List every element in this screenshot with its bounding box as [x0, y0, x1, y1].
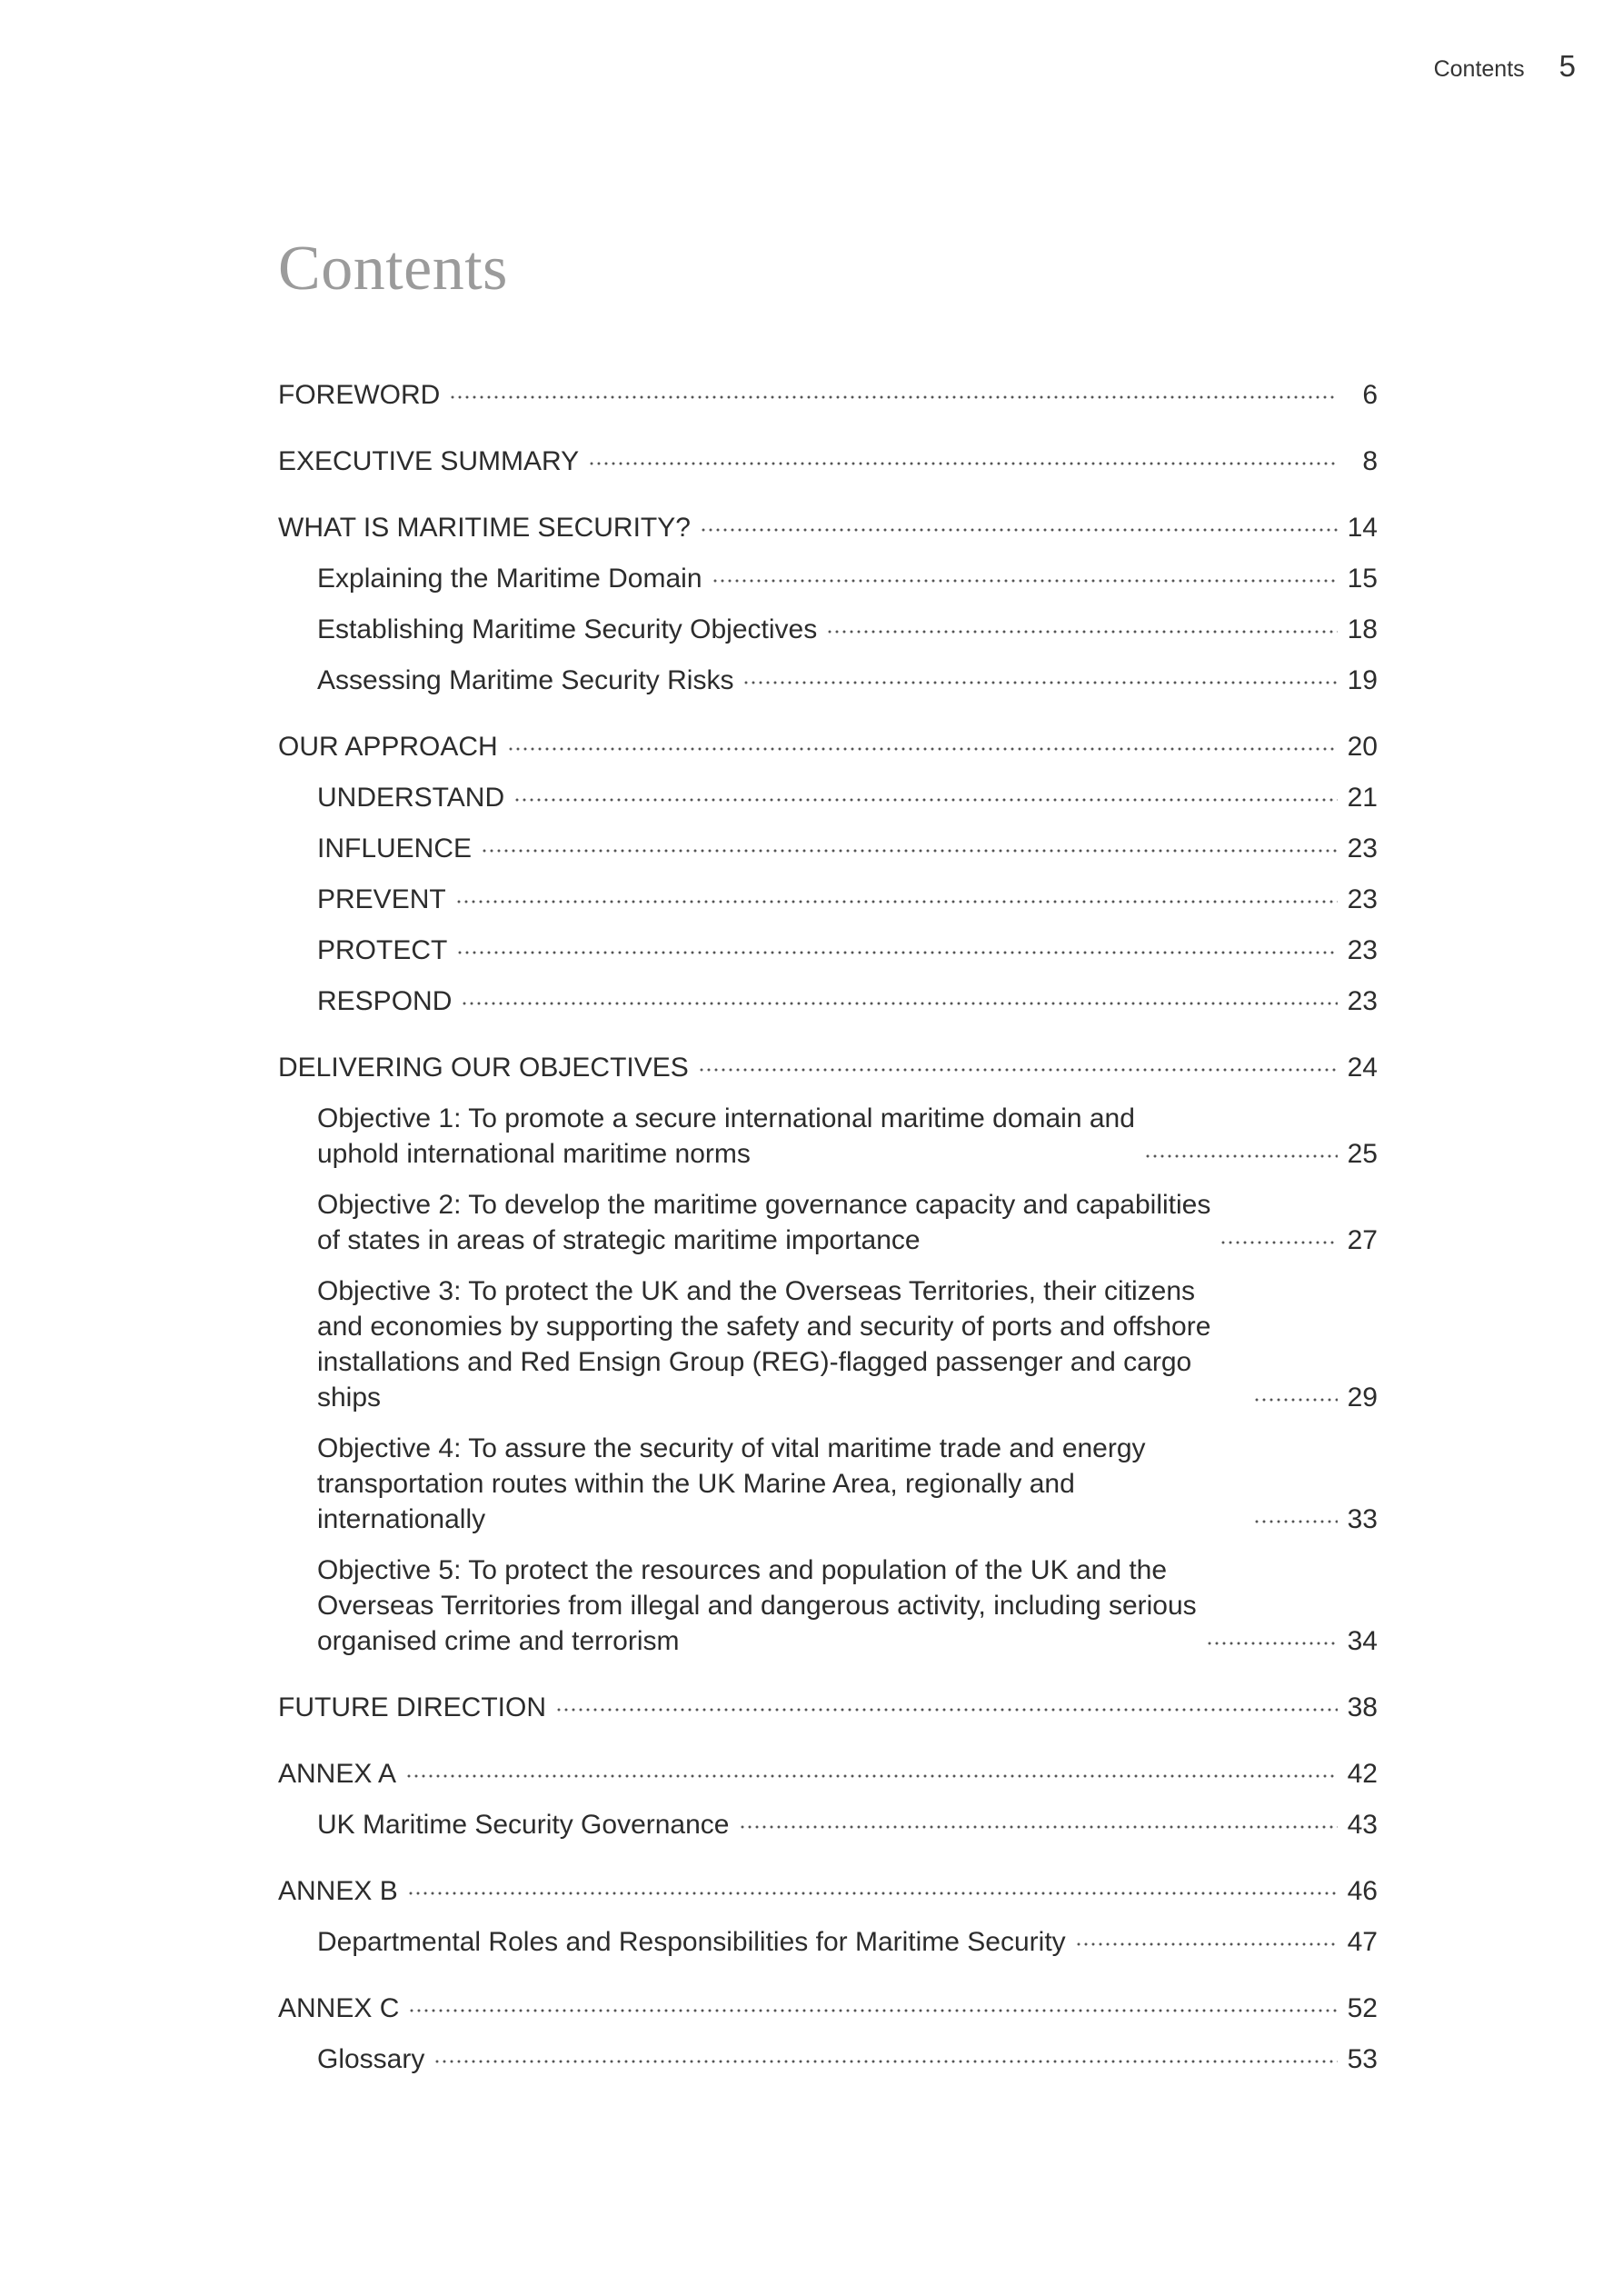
toc-entry-page-number: 24	[1347, 1053, 1378, 1083]
toc-entry-page-number: 42	[1347, 1759, 1378, 1789]
toc-subsection-entry[interactable]	[278, 1101, 1378, 1172]
toc-entry-page-number: 23	[1347, 834, 1378, 863]
toc-section-entry[interactable]	[278, 1873, 1378, 1909]
toc-dot-leader	[407, 1888, 1338, 1899]
toc-entry-page-number: 33	[1347, 1504, 1378, 1534]
toc-entry-label: Objective 5: To protect the resources and population of the UK and the Overseas Territories from illegal and dangerous activity, including serious organised crime and terrorism	[317, 1555, 1197, 1656]
toc-entry-label: FUTURE DIRECTION	[278, 1692, 546, 1722]
toc-entry-label: DELIVERING OUR OBJECTIVES	[278, 1053, 689, 1083]
toc-entry-page-number: 8	[1362, 446, 1378, 476]
toc-entry-label: Objective 1: To promote a secure international maritime domain and uphold international maritime norms	[317, 1103, 1135, 1169]
toc-subsection-entry[interactable]	[278, 831, 1378, 866]
toc-entry-label: RESPOND	[317, 986, 453, 1016]
toc-entry-label: Glossary	[317, 2044, 425, 2074]
toc-subsection-entry[interactable]	[278, 983, 1378, 1019]
toc-entry-label: WHAT IS MARITIME SECURITY?	[278, 513, 691, 543]
toc-dot-leader	[698, 1064, 1338, 1075]
toc-subsection-entry[interactable]	[278, 1431, 1378, 1537]
toc-subsection-entry[interactable]	[278, 933, 1378, 968]
toc-entry-label: ANNEX C	[278, 1993, 400, 2023]
toc-entry-page-number: 6	[1362, 380, 1378, 410]
toc-entry-label: ANNEX A	[278, 1759, 397, 1789]
toc-dot-leader	[555, 1704, 1338, 1715]
toc-entry-page-number: 47	[1347, 1927, 1378, 1957]
toc-entry-label: Objective 4: To assure the security of vital maritime trade and energy transportation routes within the UK Marine Area, regionally and internationally	[317, 1433, 1146, 1534]
toc-entry-page-number: 46	[1347, 1876, 1378, 1906]
toc-section-entry[interactable]	[278, 510, 1378, 545]
toc-entry-label: INFLUENCE	[317, 834, 473, 863]
toc-entry-page-number: 14	[1347, 513, 1378, 543]
toc-entry-label: Objective 3: To protect the UK and the Overseas Territories, their citizens and economies by supporting the safety and security of ports and offshore installations and Red Ensign Group (REG)-flagged passenger and cargo ships	[317, 1276, 1211, 1413]
toc-entry-label: Objective 2: To develop the maritime governance capacity and capabilities of states in areas of strategic maritime importance	[317, 1190, 1211, 1255]
toc-subsection-entry[interactable]	[278, 561, 1378, 596]
toc-entry-label: UK Maritime Security Governance	[317, 1810, 730, 1840]
toc-subsection-entry[interactable]	[278, 1807, 1378, 1842]
toc-dot-leader	[700, 524, 1338, 535]
running-header	[1434, 49, 1576, 84]
toc-section-entry[interactable]	[278, 729, 1378, 764]
table-of-contents	[278, 377, 1378, 2077]
toc-entry-label: EXECUTIVE SUMMARY	[278, 446, 580, 476]
toc-dot-leader	[1206, 1638, 1338, 1649]
toc-entry-page-number: 23	[1347, 884, 1378, 914]
toc-subsection-entry[interactable]	[278, 1187, 1378, 1258]
toc-dot-leader	[1253, 1394, 1338, 1405]
toc-dot-leader	[449, 392, 1338, 403]
toc-entry-label: Explaining the Maritime Domain	[317, 564, 702, 594]
toc-section-entry[interactable]	[278, 1050, 1378, 1085]
toc-dot-leader	[461, 998, 1338, 1009]
toc-subsection-entry[interactable]	[278, 612, 1378, 647]
toc-dot-leader	[739, 1822, 1339, 1832]
toc-section-entry[interactable]	[278, 1756, 1378, 1792]
toc-entry-label: UNDERSTAND	[317, 783, 505, 813]
toc-dot-leader	[1220, 1237, 1338, 1248]
toc-entry-page-number: 34	[1347, 1626, 1378, 1656]
toc-entry-page-number: 25	[1347, 1139, 1378, 1169]
toc-dot-leader	[513, 794, 1338, 805]
running-header-page-number: 5	[1558, 49, 1576, 83]
toc-entry-label: PROTECT	[317, 935, 448, 965]
toc-subsection-entry[interactable]	[278, 663, 1378, 698]
toc-entry-label: PREVENT	[317, 884, 446, 914]
toc-entry-page-number: 43	[1347, 1810, 1378, 1840]
toc-subsection-entry[interactable]	[278, 2041, 1378, 2077]
toc-entry-page-number: 52	[1347, 1993, 1378, 2023]
toc-dot-leader	[1253, 1516, 1338, 1527]
toc-dot-leader	[588, 458, 1338, 469]
toc-section-entry[interactable]	[278, 377, 1378, 413]
toc-entry-page-number: 53	[1347, 2044, 1378, 2074]
toc-dot-leader	[826, 626, 1338, 637]
toc-entry-page-number: 15	[1347, 564, 1378, 594]
toc-section-entry[interactable]	[278, 1991, 1378, 2026]
page-title: Contents	[278, 234, 508, 304]
toc-entry-label: Departmental Roles and Responsibilities for Maritime Security	[317, 1927, 1066, 1957]
toc-dot-leader	[507, 744, 1338, 754]
toc-dot-leader	[712, 575, 1338, 586]
toc-entry-page-number: 19	[1347, 665, 1378, 695]
toc-subsection-entry[interactable]	[278, 1552, 1378, 1659]
toc-entry-label: OUR APPROACH	[278, 732, 498, 762]
toc-dot-leader	[456, 947, 1338, 958]
toc-entry-page-number: 23	[1347, 986, 1378, 1016]
toc-entry-page-number: 21	[1347, 783, 1378, 813]
toc-dot-leader	[481, 845, 1338, 856]
toc-entry-page-number: 20	[1347, 732, 1378, 762]
toc-entry-label: ANNEX B	[278, 1876, 398, 1906]
toc-dot-leader	[1144, 1151, 1338, 1162]
toc-entry-label: FOREWORD	[278, 380, 441, 410]
toc-subsection-entry[interactable]	[278, 882, 1378, 917]
toc-entry-page-number: 18	[1347, 614, 1378, 644]
toc-entry-page-number: 23	[1347, 935, 1378, 965]
toc-entry-label: Assessing Maritime Security Risks	[317, 665, 734, 695]
toc-dot-leader	[433, 2056, 1338, 2067]
toc-entry-page-number: 29	[1347, 1383, 1378, 1413]
toc-section-entry[interactable]	[278, 444, 1378, 479]
running-header-section: Contents	[1433, 56, 1525, 82]
toc-subsection-entry[interactable]	[278, 1273, 1378, 1415]
toc-dot-leader	[408, 2005, 1338, 2016]
toc-dot-leader	[455, 896, 1338, 907]
toc-section-entry[interactable]	[278, 1690, 1378, 1725]
toc-dot-leader	[405, 1771, 1338, 1782]
toc-entry-label: Establishing Maritime Security Objectives	[317, 614, 818, 644]
toc-subsection-entry[interactable]	[278, 780, 1378, 815]
toc-dot-leader	[1075, 1939, 1338, 1950]
toc-subsection-entry[interactable]	[278, 1924, 1378, 1960]
toc-dot-leader	[742, 677, 1338, 688]
toc-entry-page-number: 38	[1347, 1692, 1378, 1722]
toc-entry-page-number: 27	[1347, 1225, 1378, 1255]
